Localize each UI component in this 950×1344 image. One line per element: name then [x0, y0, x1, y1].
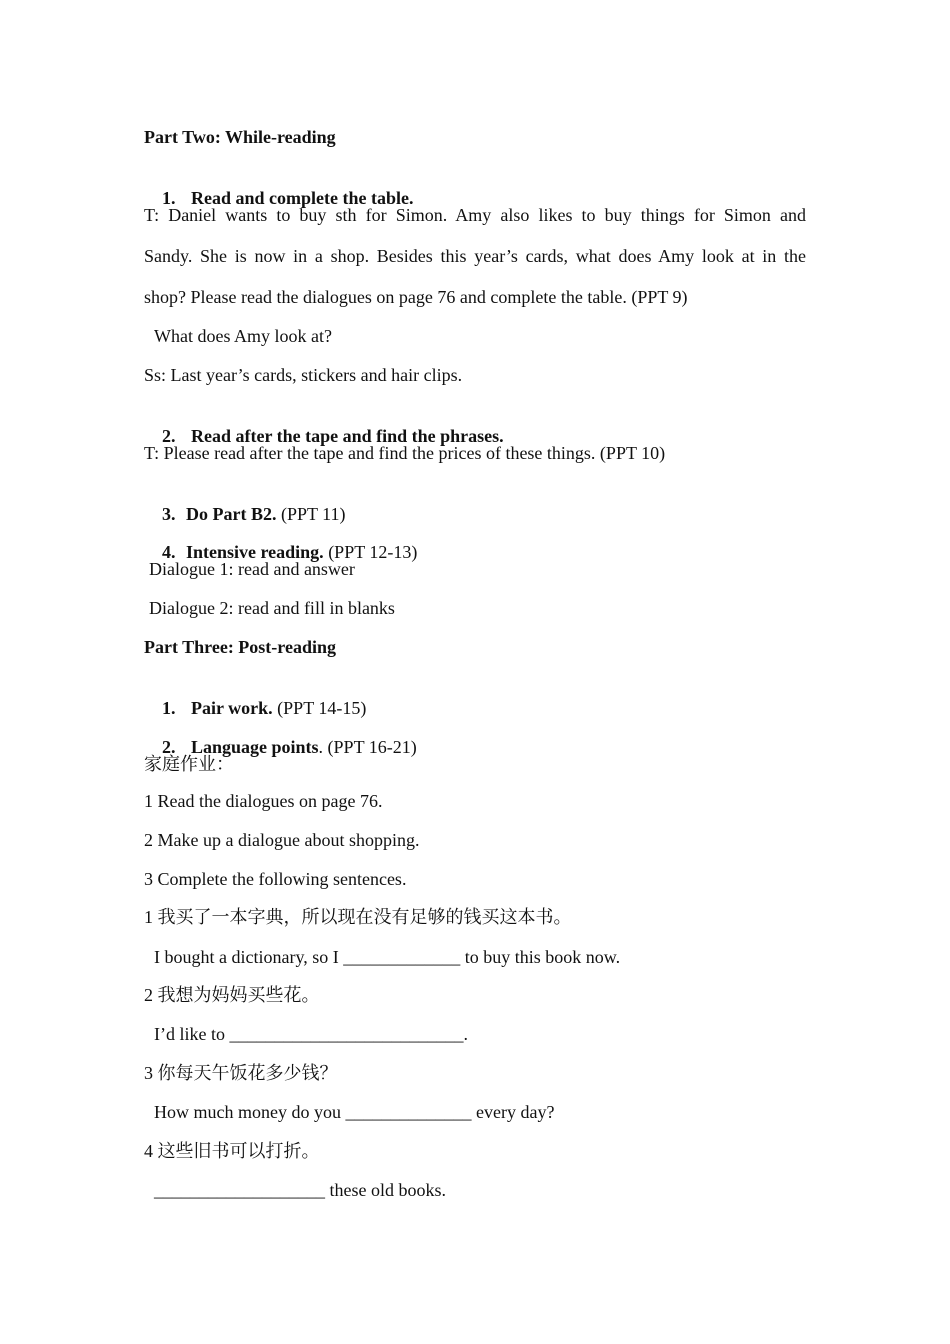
homework-task: 2 Make up a dialogue about shopping. — [144, 830, 420, 850]
item-note: (PPT 11) — [276, 504, 346, 524]
item-number: 1. — [162, 188, 176, 208]
sentence-cn: 2 我想为妈妈买些花。 — [144, 985, 320, 1005]
sentence-en: ___________________ these old books. — [154, 1180, 446, 1200]
item-title: Read after the tape and find the phrases. — [191, 426, 504, 446]
dialogue-1-line: Dialogue 1: read and answer — [149, 559, 355, 579]
sentence-en: I bought a dictionary, so I _____________ to buy this book now. — [154, 947, 621, 967]
item-note: . (PPT 16-21) — [318, 737, 417, 757]
item-number: 1. — [162, 698, 176, 718]
question-line: What does Amy look at? — [154, 326, 332, 346]
item-number: 2. — [162, 737, 176, 757]
item-number: 3. — [162, 504, 176, 524]
sentence-en: How much money do you ______________ every day? — [154, 1102, 555, 1122]
part-three-heading: Part Three: Post-reading — [144, 637, 336, 657]
sentence-cn: 3 你每天午饭花多少钱？ — [144, 1063, 338, 1083]
para-line-2: Sandy. She is now in a shop. Besides this year’s cards, what does Amy look at in the — [144, 246, 806, 266]
para-2: T: Please read after the tape and find the prices of these things. (PPT 10) — [144, 443, 666, 463]
para-line-3: shop? Please read the dialogues on page 76 and complete the table. (PPT 9) — [144, 287, 688, 307]
part-two-heading: Part Two: While-reading — [144, 127, 336, 147]
sentence-cn: 1 我买了一本字典，所以现在没有足够的钱买这本书。 — [144, 907, 572, 927]
item-title: Read and complete the table. — [191, 188, 414, 208]
homework-task: 1 Read the dialogues on page 76. — [144, 791, 383, 811]
sentence-en: I’d like to __________________________. — [154, 1024, 468, 1044]
item-note: (PPT 12-13) — [323, 542, 418, 562]
answer-line: Ss: Last year’s cards, stickers and hair clips. — [144, 365, 463, 385]
para-line-1: T: Daniel wants to buy sth for Simon. Amy also likes to buy things for Simon and — [144, 205, 806, 225]
item-number: 2. — [162, 426, 176, 446]
item-title: Language points — [191, 737, 319, 757]
homework-task: 3 Complete the following sentences. — [144, 869, 407, 889]
homework-heading: 家庭作业： — [144, 754, 234, 774]
item-number: 4. — [162, 542, 176, 562]
dialogue-2-line: Dialogue 2: read and fill in blanks — [149, 598, 395, 618]
item-title: Intensive reading. — [186, 542, 324, 562]
sentence-cn: 4 这些旧书可以打折。 — [144, 1141, 320, 1161]
item-note: (PPT 14-15) — [272, 698, 367, 718]
item-title: Do Part B2. — [186, 504, 277, 524]
item-title: Pair work. — [191, 698, 273, 718]
